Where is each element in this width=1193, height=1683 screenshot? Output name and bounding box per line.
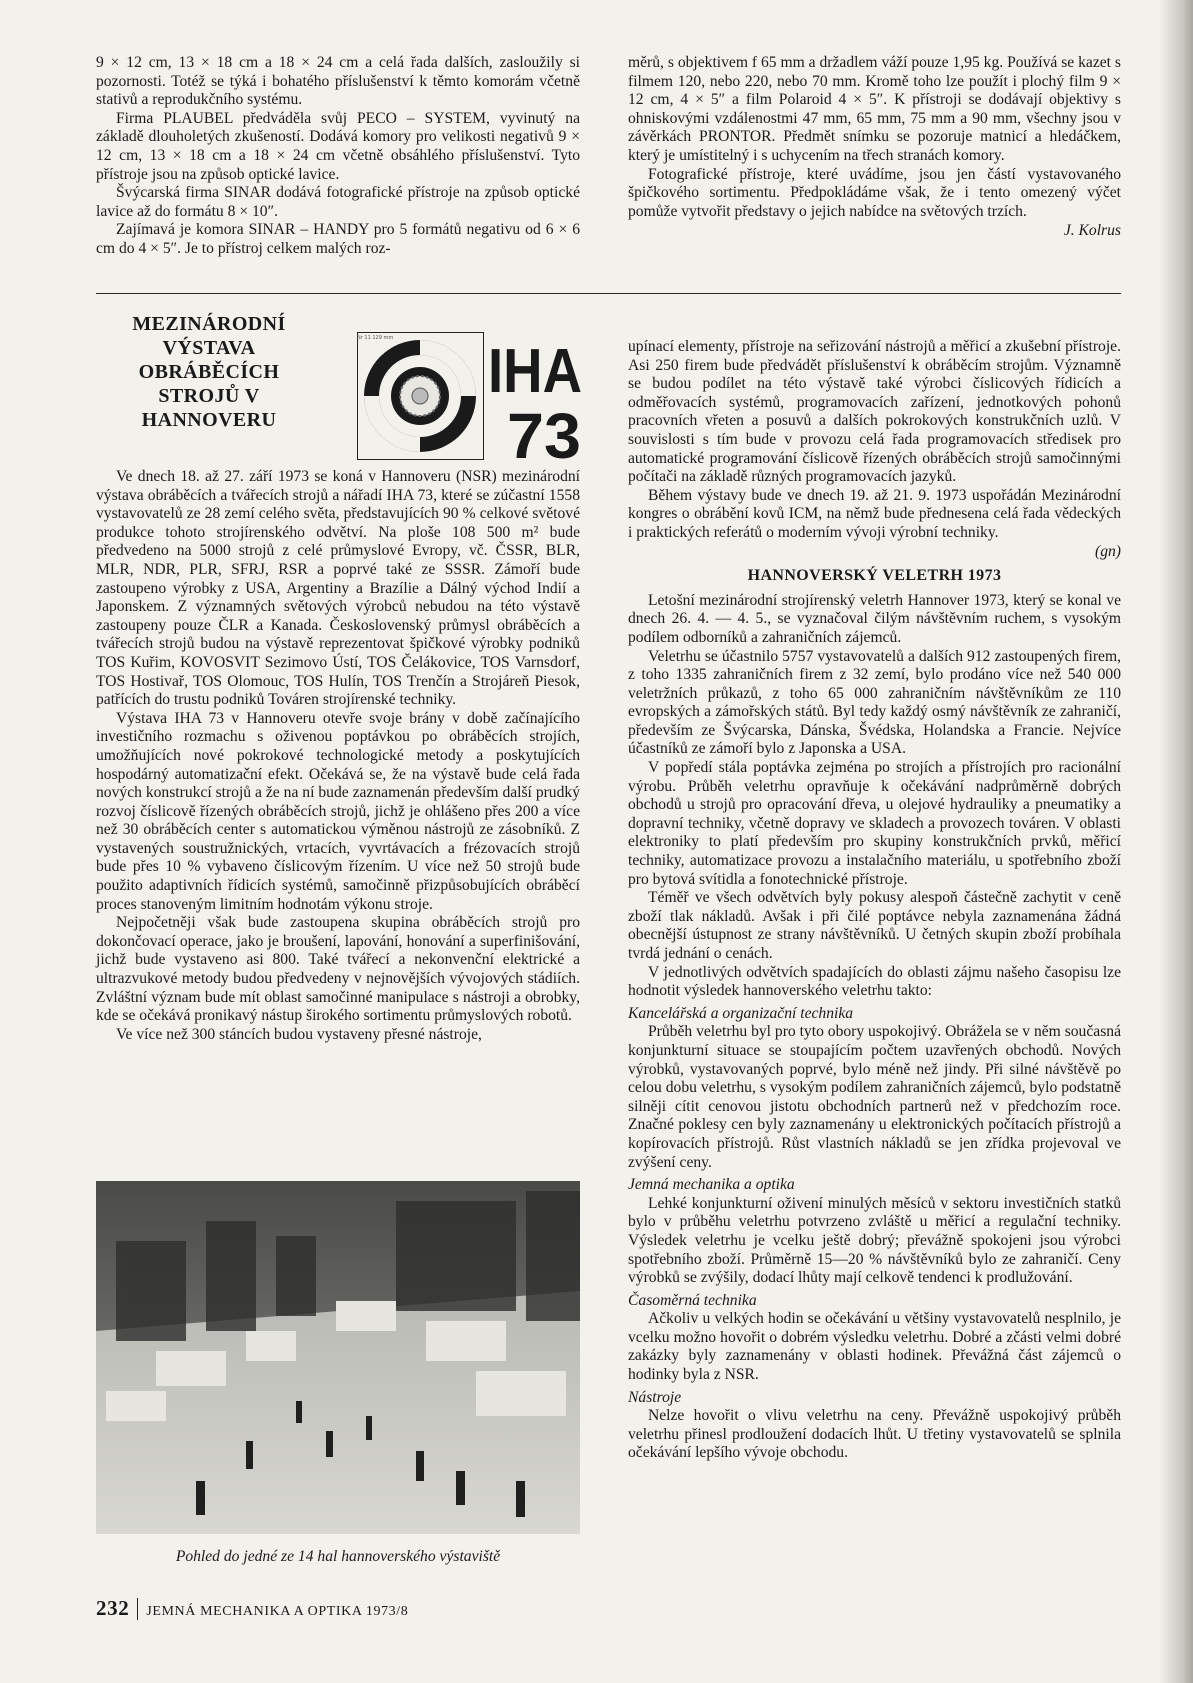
paragraph: Nelze hovořit o vlivu veletrhu na ceny. Převážně uspokojivý průběh veletrhu přinesl prodloužení dodacích lhůt. U třetiny vystavovatelů se splnila očekávání lepšího vývoje obchodu. — [628, 1407, 1121, 1462]
article-title: MEZINÁRODNÍ VÝSTAVA OBRÁBĚCÍCH STROJŮ V HANNOVERU — [132, 313, 286, 431]
iha-73-logo-graphic — [357, 332, 585, 460]
section-heading: Časoměrná technika — [628, 1291, 757, 1309]
page-edge-shadow — [1159, 0, 1193, 1683]
exhibition-hall-image — [96, 1181, 580, 1534]
iha-73-logo — [357, 332, 585, 460]
paragraph: Letošní mezinárodní strojírenský veletrh Hannover 1973, který se konal ve dnech 26. 4. — 4. 5., se vyznačoval čilým návštěvním ruchem, s vysokým podílem odborníků a zahraničních zájemců. — [628, 591, 1121, 646]
logo-caption: Nr 11 129 mm — [357, 335, 394, 341]
footer-divider — [137, 1598, 138, 1620]
author-initials: (gn) — [1095, 542, 1121, 560]
paragraph: Během výstavy bude ve dnech 19. až 21. 9. 1973 uspořádán Mezinárodní kongres o obrábění kovů ICM, na němž bude přednesena celá řada vědeckých i praktických referátů o moderním vývoji výrobní techniky. — [628, 486, 1121, 541]
page-footer — [96, 1596, 408, 1621]
paragraph: Ve dnech 18. až 27. září 1973 se koná v Hannoveru (NSR) mezinárodní výstava obráběcích a tvářecích strojů a nářadí IHA 73, které se zúčastní 1558 vystavovatelů ze 28 zemí celého světa, představujících 90 % celkové světové produkce tohoto strojírenského odvětví. Na ploše 108 500 m² bude předvedeno na 5000 strojů z celé průmyslové Evropy, vč. ČSSR, BLR, MLR, NDR, PLR, SFRJ, RSR a poprvé také ze SSSR. Zámoří bude zastoupeno výrobky z USA, Argentiny a Brazílie a Dálný východ Indií a Japonskem. Z významných světových výrobců nebudou na této výstavě zastoupeny pouze ČLR a Kanada. Československý průmysl obráběcích a tvářecích strojů budou na výstavě reprezentovat špičkové výrobky podniků TOS Kuřim, KOVOSVIT Sezimovo Ústí, TOS Čelákovice, TOS Varnsdorf, TOS Hostivař, TOS Olomouc, TOS Hulín, TOS Trenčín a Strojáreň Piesok, patřících do trustu podniků Továren strojírenské techniky. — [96, 468, 580, 709]
paragraph: upínací elementy, přístroje na seřizování nástrojů a měřicí a zkušební přístroje. Asi 250 firem bude předvádět příslušenství k obráběcím strojům. Významně se budou podílet na této výstavě také výrobci číslicových řídicích a odměřovacích systémů, programovacích zařízení, jednotkových pohonů pracovních vřeten a posuvů a dalších pokrokových konstrukčních uzlů. V souvislosti s tím bude v provozu celá řada programovacích středisek pro automatické programování číslicově řízených obráběcích strojů samočinnými počítači na základě různých programovacích jazyků. — [628, 338, 1121, 486]
paragraph: Výstava IHA 73 v Hannoveru otevře svoje brány v době začínajícího investičního rozmachu s oživenou poptávkou po obráběcích strojích, umožňujících nové pokrokové technologické metody a poskytujících hospodárný automatizační efekt. Očekává se, že na výstavě bude celá řada nových konstrukcí strojů a že na ní bude zaznamenán především další prudký rozvoj číslicově řízených obráběcích strojů, jichž je ohlášeno přes 200 a více než 30 obráběcích center s automatickou výměnou nástrojů ze zásobníků. Z vystavených soustružnických, vrtacích, vyvrtávacích a frézovacích strojů bude přes 10 % vybaveno číslicovým řízením. U více než 50 strojů bude použito adaptivních řídicích systémů, samočinně přizpůsobujících obráběcí proces stanoveným limitním hodnotám výkonu stroje. — [96, 709, 580, 913]
veletrh-heading: HANNOVERSKÝ VELETRH 1973 — [747, 567, 1002, 585]
photo-caption: Pohled do jedné ze 14 hal hannoverského výstaviště — [175, 1548, 501, 1565]
paragraph: V jednotlivých odvětvích spadajících do oblasti zájmu našeho časopisu lze hodnotit výsledek hannoverského veletrhu takto: — [628, 963, 1121, 1000]
author-signature: J. Kolrus — [1063, 222, 1121, 240]
paragraph: 9 × 12 cm, 13 × 18 cm a 18 × 24 cm a celá řada dalších, zasloužily si pozornosti. Totéž se týká i bohatého příslušenství k těmto komorám včetně stativů a reprodukčního systému. — [96, 54, 580, 109]
exhibition-hall-photo — [96, 1181, 580, 1534]
paragraph: Téměř ve všech odvětvích byly pokusy alespoň částečně zachytit v ceně zboží tlak nákladů. Avšak i při čilé poptávce nebyla zaznamenána žádná obecnější ústupnost ze strany návštěvníků. U četných skupin zboží probíhala tvrdá jednání o cenách. — [628, 889, 1121, 962]
logo-text-73: 73 — [507, 400, 581, 460]
section-heading: Jemná mechanika a optika — [628, 1176, 795, 1194]
paragraph: Veletrhu se účastnilo 5757 vystavovatelů a dalších 912 zastoupených firem, z toho 1335 zahraničních firem z 32 zemí, bylo prodáno více než 540 000 veletržních průkazů, z toho 65 000 zahraničním návštěvníkům ze 110 evropských a zámořských států. Byl tedy každý osmý návštěvník ze zahraničí, především ze Švýcarska, Dánska, Švédska, Holandska a Francie. Nejvíce účastníků ze zámoří bylo z Japonska a USA. — [628, 647, 1121, 758]
top-left-column — [96, 54, 580, 259]
right-column — [628, 338, 1121, 1463]
paragraph: Švýcarská firma SINAR dodává fotografické přístroje na způsob optické lavice až do formátu 8 × 10″. — [96, 184, 580, 220]
paragraph: Ačkoliv u velkých hodin se očekávání u většiny vystavovatelů nesplnilo, je vcelku možno hovořit o dobrém výsledku veletrhu. Dobré a zčásti velmi dobré zakázky byly zaznamenány v oblasti hodinek. Převážná část zájemců o hodinky byla z NSR. — [628, 1310, 1121, 1384]
paragraph: Zajímavá je komora SINAR – HANDY pro 5 formátů negativu od 6 × 6 cm do 4 × 5″. Je to přístroj celkem malých roz- — [96, 221, 580, 257]
paragraph: V popředí stála poptávka zejména po strojích a přístrojích pro racionální výrobu. Průběh veletrhu opravňuje k očekávání nadprůměrně dobrých obchodů u strojů pro opracování dřeva, u olejové hydrauliky a pneumatiky a dopravní techniky, včetně dopravy ve skladech a provozech továren. V oblasti elektroniky to platí především pro skupiny konstrukčních prvků, měřicí techniky, automatizace provozu a instalačního materiálu, u spotřebního zboží pro bytová svítidla a fonotechnické přístroje. — [628, 759, 1121, 888]
paragraph: Firma PLAUBEL předváděla svůj PECO – SYSTEM, vyvinutý na základě dlouholetých zkušeností. Dodává komory pro velikosti negativů 9 × 12 cm, 13 × 18 cm a 18 × 24 cm včetně obsáhlého příslušenství. Tyto přístroje jsou na způsob optické lavice. — [96, 109, 580, 183]
paragraph: Nejpočetněji však bude zastoupena skupina obráběcích strojů pro dokončovací operace, jako je broušení, lapování, honování a superfinišování, jichž bude vystaveno asi 800. Také tvářecí a nekonvenční elektrické a ultrazvukové metody budou předvedeny v nejnovějších vývojových stádiích. Zvláštní význam bude mít oblast samočinné manipulace s nástroji a obrobky, kde se očekává pronikavý nástup širokého sortimentu průmyslových robotů. — [96, 914, 580, 1025]
page-number: 232 — [96, 1596, 130, 1620]
paragraph: Ve více než 300 stáncích budou vystaveny přesné nástroje, — [116, 1025, 482, 1043]
section-divider — [96, 293, 1121, 294]
logo-text-iha: IHA — [488, 337, 582, 406]
top-right-column — [628, 54, 1121, 241]
paragraph: Průběh veletrhu byl pro tyto obory uspokojivý. Obrážela se v něm současná konjunkturní situace se stoupajícím počtem uzavřených obchodů. Nových výrobků, vystavovaných poprvé, bylo méně než jindy. Při silné návštěvě po celou dobu veletrhu, s vysokým podílem zahraničních zájemců, bylo podstatně silněji cítit cenovou jistotu obchodních partnerů než v předchozím roce. Značné poklesy cen byly zaznamenány u elektronických počítacích přístrojů a kopírovacích přístrojů. Růst vlastních nákladů se jen zřídka projevoval ve zvýšení ceny. — [628, 1023, 1121, 1171]
journal-title: JEMNÁ MECHANIKA A OPTIKA 1973/8 — [146, 1604, 409, 1619]
paragraph: Lehké konjunkturní oživení minulých měsíců v sektoru investičních statků bylo v průběhu veletrhu potvrzeno zvláště u měřicí a regulační techniky. Výsledek veletrhu je vcelku ještě dobrý; převážně spokojeni jsou výrobci spotřebního zboží. Průměrně 15—20 % návštěvníků bylo ze zahraničí. Ceny výrobků se zvýšily, dodací lhůty mají celkově tendenci k prodlužování. — [628, 1194, 1121, 1287]
paragraph: měrů, s objektivem f 65 mm a držadlem váží pouze 1,95 kg. Používá se kazet s filmem 120, nebo 220, nebo 70 mm. Kromě toho lze použít i plochý film 9 × 12 cm, 4 × 5″ a film Polaroid 4 × 5″. K přístroji se dodávají objektivy s ohniskovými vzdálenostmi 47 mm, 65 mm, 75 mm a 90 mm, všechny jsou v závěrkách PRONTOR. Předmět snímku se pozoruje matnicí a hledáčkem, který je umístitelný i s uchycením na třech stranách komory. — [628, 54, 1121, 164]
left-column — [96, 468, 580, 1044]
paragraph: Fotografické přístroje, které uvádíme, jsou jen částí vystavovaného špičkového sortimentu. Předpokládáme však, že i tento omezený výčet pomůže vytvořit představy o jejich nabídce na světových trzích. — [628, 165, 1121, 220]
section-heading: Nástroje — [628, 1388, 682, 1406]
section-heading: Kancelářská a organizační technika — [628, 1004, 854, 1022]
